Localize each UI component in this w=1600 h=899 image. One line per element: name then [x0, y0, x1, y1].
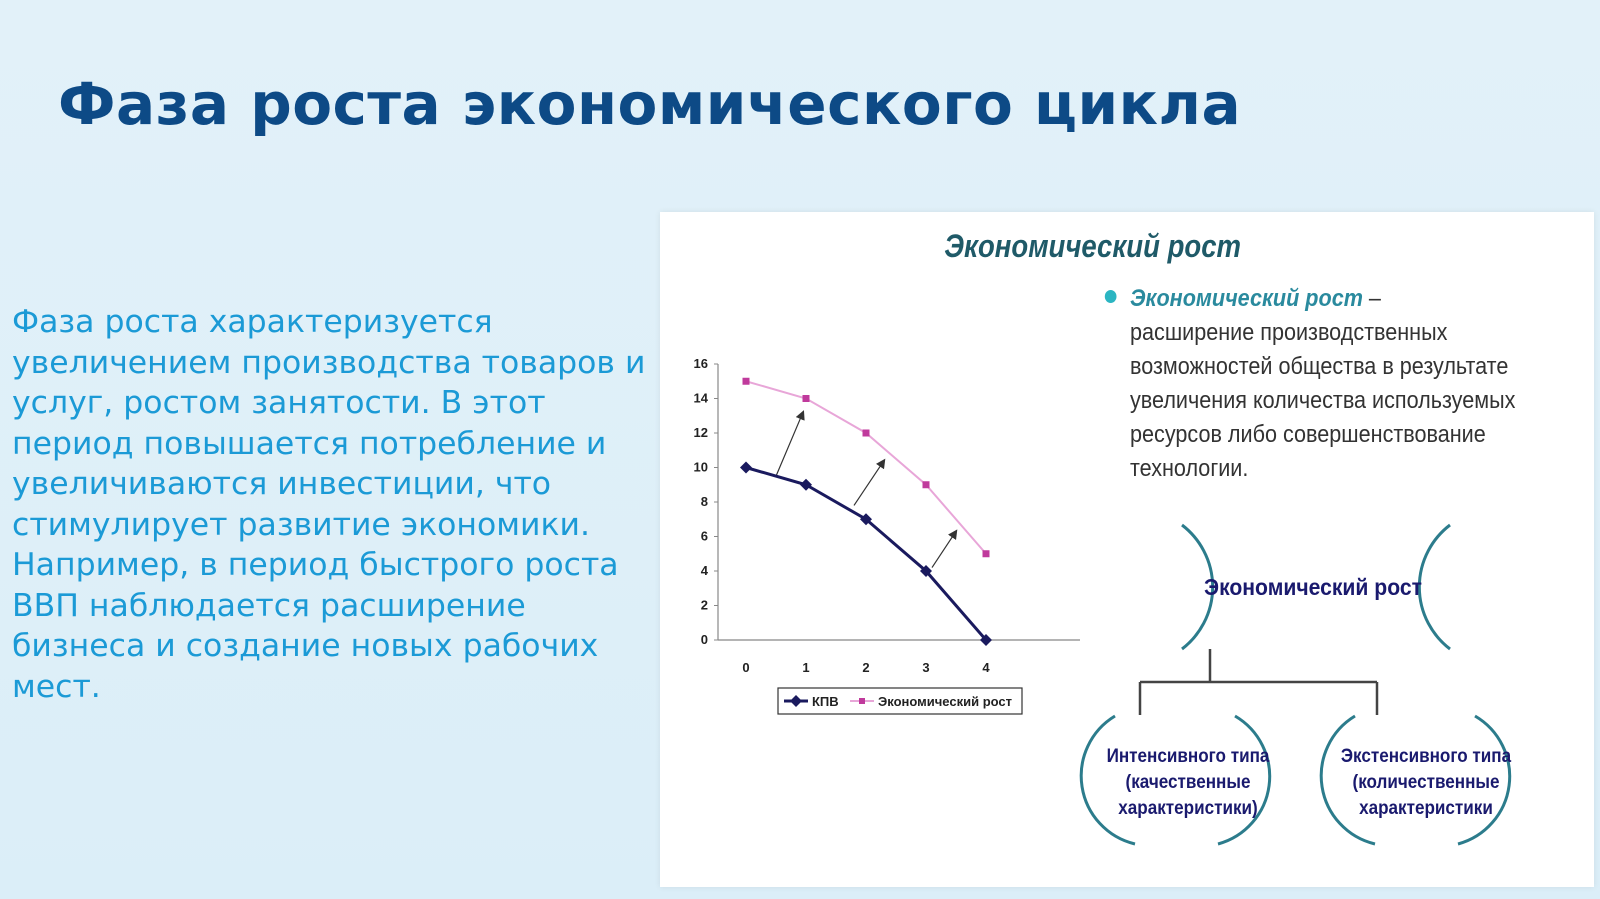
right-node-line-1: Экстенсивного типа: [1340, 745, 1512, 767]
right-node-line-3: характеристики: [1359, 797, 1493, 819]
y-tick-label: 10: [693, 459, 708, 475]
definition-dash: –: [1362, 285, 1381, 312]
growth-point: [803, 395, 810, 402]
definition-term: Экономический рост: [1130, 285, 1363, 312]
x-tick-label: 3: [922, 660, 930, 675]
panel-title: Экономический рост: [944, 228, 1241, 264]
x-tick-label: 2: [862, 660, 870, 675]
y-tick-label: 8: [700, 494, 708, 509]
diagram-root-label: Экономический рост: [1204, 574, 1422, 601]
y-tick-label: 14: [693, 390, 708, 406]
x-tick-label: 1: [802, 660, 810, 675]
growth-diagram: [1081, 525, 1512, 844]
kpv-point: [800, 479, 812, 491]
chart-axes: [718, 364, 1080, 640]
y-tick-label: 6: [700, 528, 708, 544]
growth-point: [743, 378, 750, 385]
shift-arrow: [932, 531, 956, 567]
legend-growth-label: Экономический рост: [878, 694, 1012, 709]
root-arc-right: [1419, 525, 1450, 649]
chart-legend: [778, 688, 1022, 714]
growth-point: [983, 550, 990, 557]
legend-growth-marker: [859, 698, 865, 704]
right-node-line-2: (количественные: [1352, 771, 1500, 793]
legend-kpv-label: КПВ: [812, 694, 839, 709]
growth-point: [863, 430, 870, 437]
series-line-0: [746, 468, 986, 641]
series-line-1: [746, 381, 986, 554]
y-tick-label: 4: [700, 563, 708, 578]
chart-series: [740, 378, 992, 646]
kpv-point: [740, 462, 752, 474]
shift-arrow: [776, 412, 803, 476]
slide-title: Фаза роста экономического цикла: [58, 70, 1242, 138]
y-tick-label: 2: [700, 597, 708, 613]
y-tick-label: 12: [693, 425, 708, 440]
left-node-line-2: (качественные: [1125, 771, 1251, 793]
y-tick-label: 16: [693, 356, 708, 371]
x-tick-label: 4: [982, 660, 990, 675]
slide-body-text: Фаза роста характеризуется увеличением производства товаров и услуг, ростом занятости. В этот период повышается потребление и увеличиваются инвестиции, что стимулирует развитие экономики. Например, в период быстрого роста ВВП наблюдается расширение бизнеса и создание новых рабочих мест.: [12, 304, 646, 705]
y-tick-label: 0: [700, 632, 708, 647]
growth-point: [923, 481, 930, 488]
shift-arrow: [854, 461, 884, 506]
chart-ticks: [694, 356, 991, 675]
left-node-line-3: характеристики): [1118, 797, 1258, 819]
ppf-chart: [660, 212, 1594, 887]
definition-text: расширение производственных возможностей общества в результате увеличения количества используемых ресурсов либо совершенствование технологии.: [1130, 319, 1516, 482]
economic-growth-panel: [660, 212, 1594, 887]
left-node-line-1: Интенсивного типа: [1106, 745, 1270, 767]
x-tick-label: 0: [742, 660, 750, 675]
